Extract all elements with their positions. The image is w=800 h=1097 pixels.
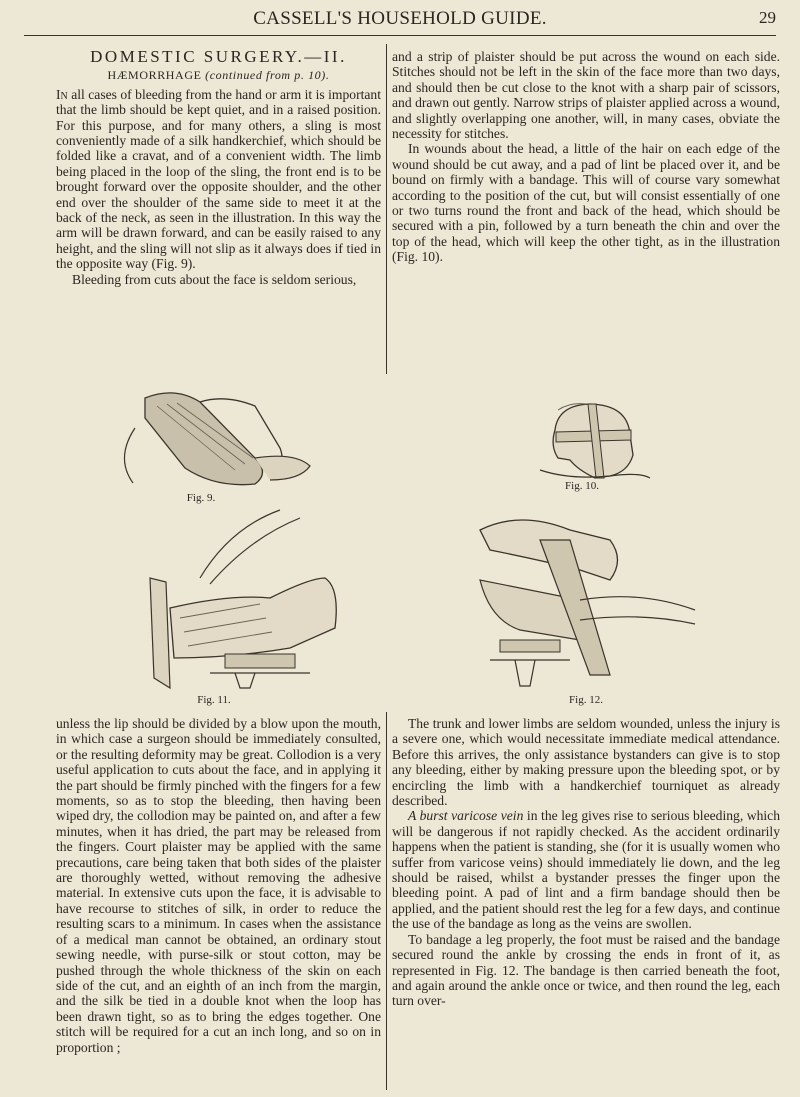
section-title: DOMESTIC SURGERY.—II. xyxy=(90,47,347,66)
column-rule-top xyxy=(386,44,387,374)
head-bandage-illustration xyxy=(500,400,670,480)
paragraph-face-cuts-start: Bleeding from cuts about the face is seldom serious, xyxy=(72,271,357,287)
paragraph-varicose-vein xyxy=(392,808,780,931)
ankle-bandage-illustration xyxy=(460,500,700,694)
column-bottom-right xyxy=(392,716,780,1009)
figure-10-caption: Fig. 10. xyxy=(565,480,599,492)
running-title: CASSELL'S HOUSEHOLD GUIDE. xyxy=(253,8,547,29)
paragraph-head-wounds: In wounds about the head, a little of the hair on each edge of the wound should be cut away, and a pad of lint be placed over it, and be bound on firmly with a bandage. This will of course vary somewhat according to the position of the cut, but will consist essentially of one or two turns round the front and back of the head, which should be secured with a pin, followed by a turn beneath the chin and over the top of the head, which will keep the other tight, as in the illustration (Fig. 10). xyxy=(392,141,780,265)
paragraph-lip-collodion: unless the lip should be divided by a blow upon the mouth, in which case a surgeon should be immediately consulted, or the resulting deformity may be great. Collodion is a very useful application to cuts about the face, and in applying it the part should be firmly pinched with the fingers for a few moments, so as to stop the bleeding, then having been wiped dry, the collodion may be painted on, and after a few minutes, when it has dried, the part may be released from the fingers. Court plaister may be applied with the same precautions, care being taken that both sides of the plaister are thoroughly wetted, without removing the adhesive material. In extensive cuts upon the face, it is advisable to have recourse to stitches of silk, in order to reduce the resulting scars to a minimum. In cases when the assistance of a medical man cannot be obtained, an ordinary stout sewing needle, with purse-silk or stout cotton, may be pushed through the whole thickness of the skin on each side of the cut, and an eighth of an inch from the margin, and the silk be tied in a double knot when the loop has been drawn tight, so as to bring the edges together. One stitch will be required for a cut an inch long, and so on in proportion ; xyxy=(56,716,381,1055)
foot-bandage-illustration xyxy=(140,508,360,692)
paragraph-leg-bandage: To bandage a leg properly, the foot must be raised and the bandage secured round the ankle by crossing the ends in front of it, as represented in Fig. 12. The bandage is then carried beneath the foot, and again around the ankle once or twice, and then round the leg, each turn over- xyxy=(392,931,780,1009)
paragraph-plaister: and a strip of plaister should be put across the wound on each side. Stitches should not be left in the skin of the face more than two days, and should then be cut close to the knot with a sharp pair of scissors, and drawn out gently. Narrow strips of plaister applied across a wound, and slightly overlapping one another, will, in many cases, obviate the necessity for stitches. xyxy=(392,49,780,142)
paragraph-sling-body: all cases of bleeding from the hand or arm it is important that the limb should be kept quiet, and in a raised position. For this purpose, and for many others, a sling is most conveniently made of a silk handkerchief, which should be folded like a cravat, and of a convenient width. The limb being placed in the loop of the sling, the front end is to be brought forward over the opposite shoulder, and the other end over the shoulder of the same side to meet it at the back of the neck, as seen in the illustration. In this way the arm will be drawn forward, and can be easily raised to any height, and the sling will not slip as it always does if tied in the opposite way (Fig. 9). xyxy=(56,86,381,272)
figure-11-foot-bandage xyxy=(140,508,360,692)
lead-word: In xyxy=(56,86,68,102)
arm-sling-illustration xyxy=(105,388,325,488)
running-head xyxy=(0,0,800,36)
varicose-vein-term: A burst varicose vein xyxy=(408,808,524,824)
page-number: 29 xyxy=(759,8,776,27)
column-bottom-left xyxy=(56,716,381,1055)
header-rule xyxy=(24,35,776,36)
figure-9-arm-sling xyxy=(105,388,325,488)
column-rule-bottom xyxy=(386,712,387,1090)
paragraph-sling xyxy=(56,87,381,272)
column-top-right xyxy=(392,49,780,265)
figure-12-ankle-bandage xyxy=(460,500,700,694)
section-subtitle-main: HÆMORRHAGE xyxy=(107,68,202,83)
figure-11-caption: Fig. 11. xyxy=(197,694,231,706)
section-subtitle xyxy=(56,68,381,83)
paragraph-trunk-limbs: The trunk and lower limbs are seldom wounded, unless the injury is a severe one, which would necessitate immediate medical attendance. Before this arrives, the only assistance bystanders can give is to stop any bleeding, either by making pressure upon the bleeding spot, or by encircling the limb with a handkerchief tourniquet as already described. xyxy=(392,716,780,809)
figure-10-head-bandage xyxy=(500,400,670,480)
column-top-left xyxy=(56,49,381,287)
section-subtitle-note: (continued from p. 10). xyxy=(205,68,330,83)
figure-12-caption: Fig. 12. xyxy=(569,694,603,706)
varicose-vein-body: in the leg gives rise to serious bleeding, which will be dangerous if not rapidly checked. As the accident ordinarily happens when the patient is standing, she (for it is usually women who suffer from varicose veins) should immediately lie down, and the leg should be raised, whilst a bystander presses the finger upon the bleeding point. A pad of lint and a firm bandage should then be applied, and the patient should rest the leg for a few days, and continue the use of the bandage as long as the veins are swollen. xyxy=(392,808,780,932)
figure-9-caption: Fig. 9. xyxy=(186,492,216,504)
